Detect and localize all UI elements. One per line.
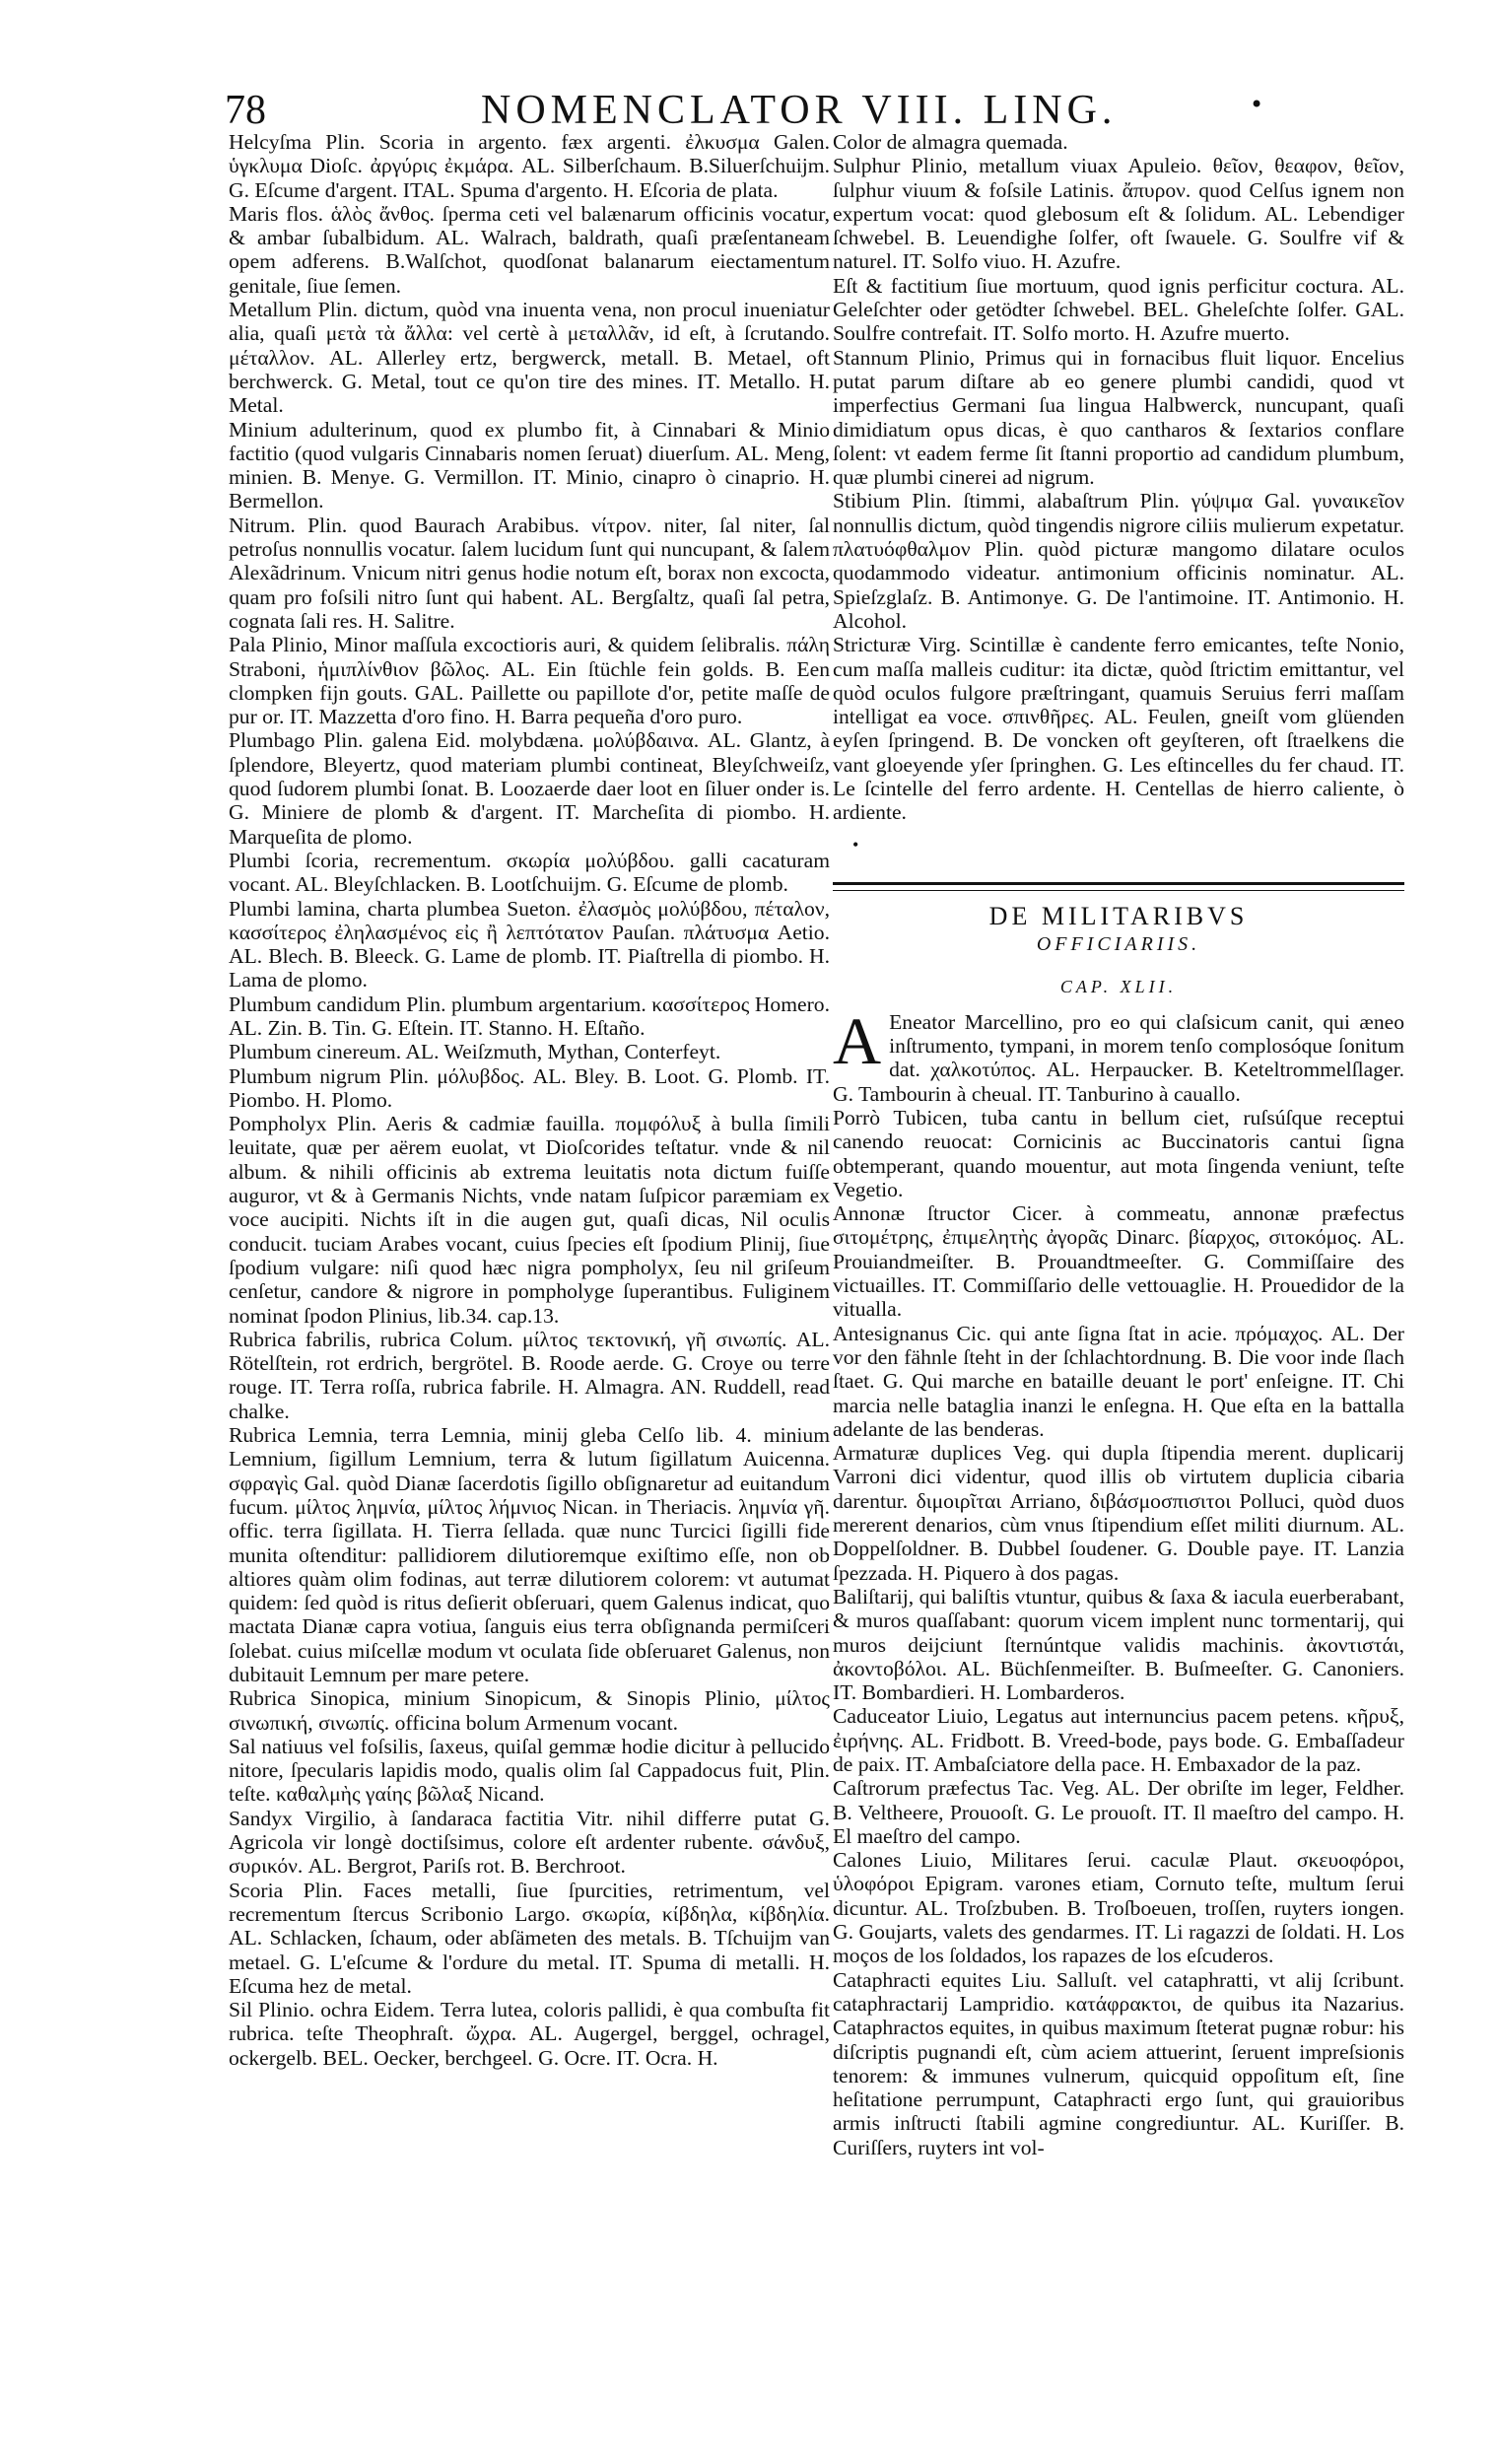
dictionary-entry: [833, 1106, 1404, 1201]
entry-text: Rubrica Sinopica, minium Sinopicum, & Sinopis Plinio, μίλτος σινωπική, σινωπίς. officina bolum Armenum vocant.: [229, 1686, 830, 1735]
dictionary-entry: [229, 1998, 830, 2070]
dictionary-entry: [833, 1776, 1404, 1848]
entry-text: Eſt & factitium ſiue mortuum, quod ignis perficitur coctura. AL. Geleſchter oder getödter ſchwebel. BEL. Gheleſchte ſolfer. GAL. Soulfre contrefait. IT. Solfo morto. H. Azufre muerto.: [833, 273, 1404, 346]
dictionary-entry: [229, 298, 830, 417]
right-column-top: [833, 130, 1404, 825]
page-number: 78: [225, 88, 266, 133]
dictionary-entry: [229, 849, 830, 897]
dictionary-entry: [833, 1848, 1404, 1967]
dictionary-entry: [229, 1879, 830, 1998]
running-title: NOMENCLATOR VIII. LING.: [481, 88, 1118, 133]
dictionary-entry: [229, 1040, 830, 1063]
entry-text: Maris flos. ἁλὸς ἄνθος. ſperma ceti vel balænarum officinis vocatur, & ambar ſubalbidum. AL. Walrach, baldrath, quaſi præſentaneam opem adferens. B.Walſchot, quodſonat balanarum eiectamentum genitale, ſiue ſemen.: [229, 201, 830, 298]
dictionary-entry: [833, 1968, 1404, 2159]
entry-text: Caſtrorum præfectus Tac. Veg. AL. Der obriſte im leger, Feldher. B. Veltheere, Prouooſt. G. Le prouoſt. IT. Il maeſtro del campo. H. El maeſtro del campo.: [833, 1776, 1404, 1848]
section-rule: [833, 882, 1404, 891]
entry-text: Sulphur Plinio, metallum viuax Apuleio. θεῖον, θεαφον, θεῖον, ſulphur viuum & foſsile Latinis. ἄπυρον. quod Celſus ignem non expertum vocat: quod glebosum eſt & ſolidum. AL. Lebendiger ſchwebel. B. Leuendighe ſolfer, oft ſwauele. G. Soulfre vif & naturel. IT. Solfo viuo. H. Azufre.: [833, 154, 1404, 274]
entry-text: Antesignanus Cic. qui ante ſigna ſtat in acie. πρόμαχος. AL. Der vor den fähnle ſteht in der ſchlachtordnung. B. Die voor inde ſlach ſtaet. G. Qui marche en bataille deuant le port' enſeigne. IT. Chi marcia nelle bataglia inanzi le enſegna. H. Que eſta en la battalla adelante de las benderas.: [833, 1321, 1404, 1441]
dictionary-entry: [229, 1112, 830, 1328]
entry-text: Pala Plinio, Minor maſſula excoctioris auri, & quidem ſelibralis. πάλη Straboni, ἡμιπλίνθιον βῶλος. AL. Ein ſtüchle fein golds. B. Een clompken fijn gouts. GAL. Paillette ou papillote d'or, petite maſſe de pur or. IT. Mazzetta d'oro fino. H. Barra pequeña d'oro puro.: [229, 633, 830, 729]
dictionary-entry: [833, 633, 1404, 824]
entry-text: Minium adulterinum, quod ex plumbo fit, à Cinnabari & Minio factitio (quod vulgaris Cinnabaris nomen ſeruat) diuerſum. AL. Meng, minien. B. Menye. G. Vermillon. IT. Minio, cinapro ò cinaprio. H. Bermellon.: [229, 417, 830, 513]
dictionary-entry: [229, 513, 830, 633]
entry-text: Helcyſma Plin. Scoria in argento. fæx argenti. ἐλκυσμα Galen. ὑγκλυμα Dioſc. ἀργύρις ἐκμάρα. AL. Silberſchaum. B.Siluerſchuijm. G. Eſcume d'argent. ITAL. Spuma d'argento. H. Eſcoria de plata.: [229, 130, 830, 202]
right-column: [833, 130, 1404, 2159]
entry-text: Calones Liuio, Militares ſerui. caculæ Plaut. σκευοφόροι, ὑλοφόροι Epigram. varones etiam, Cornuto teſte, multum ſerui dicuntur. AL. Troſzbuben. B. Troſboeuen, troſſen, ruyters iongen. G. Goujarts, valets des gendarmes. IT. Li ragazzi de ſoldati. H. Los moços de los ſoldados, los rapazes de los eſcuderos.: [833, 1848, 1404, 1968]
entry-text: Cataphracti equites Liu. Salluſt. vel cataphratti, vt alij ſcribunt. cataphractarij Lampridio. κατάφρακτοι, de quibus ita Nazarius. Cataphractos equites, in quibus maximum ſteterat pugnæ robur: his diſcriptis pugnandi eſt, cùm aciem attuerint, ſeruent impreſsionis tenorem: & immunes vulnerum, quicquid oppoſitum eſt, ſine heſitatione perrumpunt, Cataphracti ergo ſunt, qui grauioribus armis inſtructi ſtabili agmine congrediuntur. AL. Kuriſſer. B. Curiſſers, ruyters int vol-: [833, 1967, 1404, 2159]
dictionary-entry: [229, 418, 830, 513]
entry-text: Plumbago Plin. galena Eid. molybdæna. μολύβδαινα. AL. Glantz, à ſplendore, Bleyertz, quod materiam plumbi contineat, Bleyſchweiſz, quod ſudorem plumbi ſonat. B. Loozaerde daer loot en ſiluer onder is. G. Miniere de plomb & d'argent. IT. Marcheſita di piombo. H. Marqueſita de plomo.: [229, 728, 830, 849]
dictionary-entry: [229, 130, 830, 202]
dictionary-entry: [229, 992, 830, 1041]
entry-text: Caduceator Liuio, Legatus aut internuncius pacem petens. κῆρυξ, ἐιρήνης. AL. Fridbott. B. Vreed-bode, pays bode. G. Embaſſadeur de paix. IT. Ambaſciatore della pace. H. Embaxador de la paz.: [833, 1704, 1404, 1776]
entry-text: Stricturæ Virg. Scintillæ è candente ferro emicantes, teſte Nonio, cum maſſa malleis cuditur: ita dictæ, quòd ſtrictim emittantur, vel quòd oculos fulgore præſtringant, quamuis Seruius ferri maſſam intelligat ea voce. σπινθῆρες. AL. Feulen, gneiſt vom glüenden eyſen ſpringend. B. De voncken oft geyſteren, oft ſtraelkens die vant gloeyende yſer ſpringhen. G. Les eſtincelles du fer chaud. IT. Le ſcintelle del ferro ardente. H. Centellas de hierro caliente, ò ardiente.: [833, 633, 1404, 825]
ornament-dot: •: [1250, 91, 1264, 118]
entry-text: Porrò Tubicen, tuba cantu in bellum ciet, ruſsúſque receptui canendo reuocat: Cornicinis ac Buccinatoris cantui ſigna obtemperant, quando mouentur, aut mota ſingenda veniunt, teſte Vegetio.: [833, 1105, 1404, 1201]
entry-text: Armaturæ duplices Veg. qui dupla ſtipendia merent. duplicarij Varroni dici videntur, quod illis ob virtutem duplicia cibaria darentur. διμοιρῖται Arriano, διβάσμοσπισιτοι Polluci, quòd duos mererent denarios, cùm vnus ſtipendium eſſet militi diurnum. AL. Doppelſoldner. B. Dubbel ſoudener. G. Double paye. IT. Lanzia ſpezzada. H. Piquero à dos pagas.: [833, 1441, 1404, 1585]
entry-text: Eneator Marcellino, pro eo qui claſsicum canit, qui æneo inſtrumento, tympani, in morem tenſo complosóque ſonitum dat. χαλκοτύπος. AL. Herpaucker. B. Keteltrommelſlager. G. Tambourin à cheual. IT. Tanburino à cauallo.: [833, 1009, 1404, 1106]
dictionary-entry: [229, 1328, 830, 1423]
entry-text: Stannum Plinio, Primus qui in fornacibus fluit liquor. Encelius putat parum diſtare ab eo genere plumbi candidi, quod vt imperfectius Germani ſua lingua Halbwerck, nuncupant, quaſi dimidiatum opus dicas, è quo cantharos & ſextarios conflare ſolent: vt eadem ferme ſit ſtanni proportio ad candidum plumbum, quæ plumbi cinerei ad nigrum.: [833, 345, 1404, 490]
right-column-bottom: [833, 1002, 1404, 2159]
dictionary-entry: [833, 1002, 1404, 1106]
dictionary-entry: [229, 1735, 830, 1807]
dictionary-entry: [833, 1322, 1404, 1441]
dictionary-entry: [229, 1423, 830, 1686]
drop-capital: A: [833, 1002, 882, 1078]
entry-text: Baliſtarij, qui baliſtis vtuntur, quibus & ſaxa & iacula euerberabant, & muros quaſſabant: quorum vicem implent nunc tormentarij, qui muros deijciunt ſternúntque validis machinis. ἀκοντιστάι, ἀκοντοβόλοι. AL. Büchſenmeiſter. B. Buſmeeſter. G. Canoniers. IT. Bombardieri. H. Lombarderos.: [833, 1584, 1404, 1705]
entry-text: Scoria Plin. Faces metalli, ſiue ſpurcities, retrimentum, vel recrementum ſtercus Scribonio Largo. σκωρία, κίβδηλα, κίβδηλία. AL. Schlacken, ſchaum, oder abſämeten des metals. B. Tſchuijm van metael. G. L'eſcume & l'ordure du metal. IT. Spuma di metalli. H. Eſcuma hez de metal.: [229, 1878, 830, 1998]
entry-text: Annonæ ſtructor Cicer. à commeatu, annonæ præfectus σιτομέτρης, ἐπιμελητὴς ἀγορᾶς Dinarc. βίαρχος, σιτοκόμος. AL. Prouiandmeiſter. B. Prouandtmeeſter. G. Commiſſaire des victuailles. IT. Commiſſario delle vettouaglie. H. Prouedidor de la vitualla.: [833, 1201, 1404, 1322]
entry-text: Sandyx Virgilio, à ſandaraca factitia Vitr. nihil differre putat G. Agricola vir longè doctiſsimus, colore eſt ardenter rubente. σάνδυξ, συρικόν. AL. Bergrot, Pariſs rot. B. Berchroot.: [229, 1806, 830, 1879]
entry-text: Plumbi ſcoria, recrementum. σκωρία μολύβδου. galli cacaturam vocant. AL. Bleyſchlacken. B. Lootſchuijm. G. Eſcume de plomb.: [229, 848, 830, 897]
dictionary-entry: [229, 1686, 830, 1735]
entry-text: Nitrum. Plin. quod Baurach Arabibus. νίτρον. niter, ſal niter, ſal petroſus nonnullis vocatur. ſalem lucidum ſunt qui nuncupant, & ſalem Alexãdrinum. Vnicum nitri genus hodie notum eſt, borax non excocta, quam pro foſsili nitro ſunt qui habent. AL. Bergſaltz, quaſi ſal petra, cognata ſali res. H. Salitre.: [229, 513, 830, 633]
dictionary-entry: [833, 1441, 1404, 1585]
ornament-dot-small: •: [852, 834, 859, 855]
dictionary-entry: [833, 1201, 1404, 1321]
entry-text: Plumbum cinereum. AL. Weiſzmuth, Mythan, Conterfeyt.: [229, 1040, 721, 1064]
entry-text: Sal natiuus vel foſsilis, ſaxeus, quiſal gemmæ hodie dicitur à pellucido nitore, ſpecularis lapidis modo, qualis olim ſal Cappadocus fuit, Plin. teſte. καθαλμὴς γαίης βῶλαξ Nicand.: [229, 1734, 830, 1807]
section-title: DE MILITARIBVS: [988, 901, 1249, 930]
chapter-heading: CAP. XLII.: [1059, 976, 1178, 996]
entry-text: Color de almagra quemada.: [833, 130, 1068, 154]
dictionary-entry: [229, 897, 830, 992]
dictionary-entry: [833, 1704, 1404, 1776]
dictionary-entry: [833, 274, 1404, 346]
dictionary-entry: [833, 346, 1404, 490]
entry-text: Rubrica fabrilis, rubrica Colum. μίλτος τεκτονική, γῆ σινωπίς. AL. Rötelſtein, rot erdrich, bergrötel. B. Roode aerde. G. Croye ou terre rouge. IT. Terra roſſa, rubrica fabrile. H. Almagra. AN. Ruddell, read chalke.: [229, 1327, 830, 1423]
entry-text: Plumbum nigrum Plin. μόλυβδος. AL. Bley. B. Loot. G. Plomb. IT. Piombo. H. Plomo.: [229, 1063, 830, 1112]
left-column: [229, 130, 830, 2070]
section-subtitle: OFFICIARIIS.: [1036, 933, 1201, 956]
entry-text: Metallum Plin. dictum, quòd vna inuenta vena, non procul inueniatur alia, quaſi μετὰ τὰ ἄλλα: vel certè à μεταλλᾶν, id eſt, à ſcrutando. μέταλλον. AL. Allerley ertz, bergwerck, metall. B. Metael, oft berchwerck. G. Metal, tout ce qu'on tire des mines. IT. Metallo. H. Metal.: [229, 298, 830, 418]
entry-text: Plumbi lamina, charta plumbea Sueton. ἐλασμὸς μολύβδου, πέταλον, κασσίτερος ἐληλασμένος εἰς ἢ λεπτότατον Pauſan. πλάτυσμα Aetio. AL. Blech. B. Bleeck. G. Lame de plomb. IT. Piaſtrella di piombo. H. Lama de plomo.: [229, 896, 830, 992]
dictionary-entry: [229, 1064, 830, 1113]
dictionary-entry: [833, 1585, 1404, 1704]
dictionary-entry: [833, 154, 1404, 273]
entry-text: Rubrica Lemnia, terra Lemnia, minij gleba Celſo lib. 4. minium Lemnium, ſigillum Lemnium, terra & lutum ſigillatum Auicenna. σφραγὶς Gal. quòd Dianæ ſacerdotis ſigillo obſignaretur ad euitandum fucum. μίλτος λημνία, μίλτος λήμνιος Nican. in Theriacis. λημνία γῆ. offic. terra ſigillata. H. Tierra ſellada. quæ nunc Turcici ſigilli fide munita oſtenditur: pallidiorem dilutioremque exiſtimo eſſe, non ob altiores quàm olim fodinas, aut terræ dilutiorem colorem: vt autumat quidem: ſed quòd is ritus deſierit obſeruari, quem Galenus indicat, quo mactata Dianæ capra votiua, ſanguis eius terra obſignanda permiſceri ſolebat. cuius miſcellæ modum vt oculata ſide obſeruaret Galenus, non dubitauit Lemnum per mare petere.: [229, 1423, 830, 1686]
entry-text: Plumbum candidum Plin. plumbum argentarium. κασσίτερος Homero. AL. Zin. B. Tin. G. Eſtein. IT. Stanno. H. Eſtaño.: [229, 992, 830, 1040]
dictionary-entry: [229, 728, 830, 848]
dictionary-entry: [229, 202, 830, 298]
entry-text: Pompholyx Plin. Aeris & cadmiæ fauilla. πομφόλυξ à bulla ſimili leuitate, quæ per aërem euolat, vt Dioſcorides teſtatur. vnde & nil album. & nihili officinis ab extrema leuitatis nota dictum fuiſſe auguror, vt & à Germanis Nichts, vnde natam ſuſpicor paræmiam ex voce aucipiti. Nichts iſt in die augen gut, quaſi dicas, Nil oculis conducit. tuciam Arabes vocant, cuius ſpecies eſt ſpodium Plinij, ſiue ſpodium vulgare: niſi quod hæc nigra pompholyx, ſeu nil griſeum cenſetur, candore & nigrore in pompholyge ſuperantibus. Fuliginem nominat ſpodon Plinius, lib.34. cap.13.: [229, 1112, 830, 1328]
dictionary-entry: [833, 489, 1404, 633]
dictionary-entry: [833, 130, 1404, 154]
entry-text: Stibium Plin. ſtimmi, alabaſtrum Plin. γύψιμα Gal. γυναικεῖον nonnullis dictum, quòd tingendis nigrore ciliis mulierum expetatur. πλατυόφθαλμον Plin. quòd picturæ mangomo dilatare oculos quodammodo videatur. antimonium officinis nominatur. AL. Spieſzglaſz. B. Antimonye. G. De l'antimoine. IT. Antimonio. H. Alcohol.: [833, 489, 1404, 633]
dictionary-entry: [229, 1807, 830, 1879]
dictionary-entry: [229, 633, 830, 728]
entry-text: Sil Plinio. ochra Eidem. Terra lutea, coloris pallidi, è qua combuſta fit rubrica. teſte Theophraſt. ὤχρα. AL. Augergel, berggel, ochragel, ockergelb. BEL. Oecker, berchgeel. G. Ocre. IT. Ocra. H.: [229, 1998, 830, 2070]
